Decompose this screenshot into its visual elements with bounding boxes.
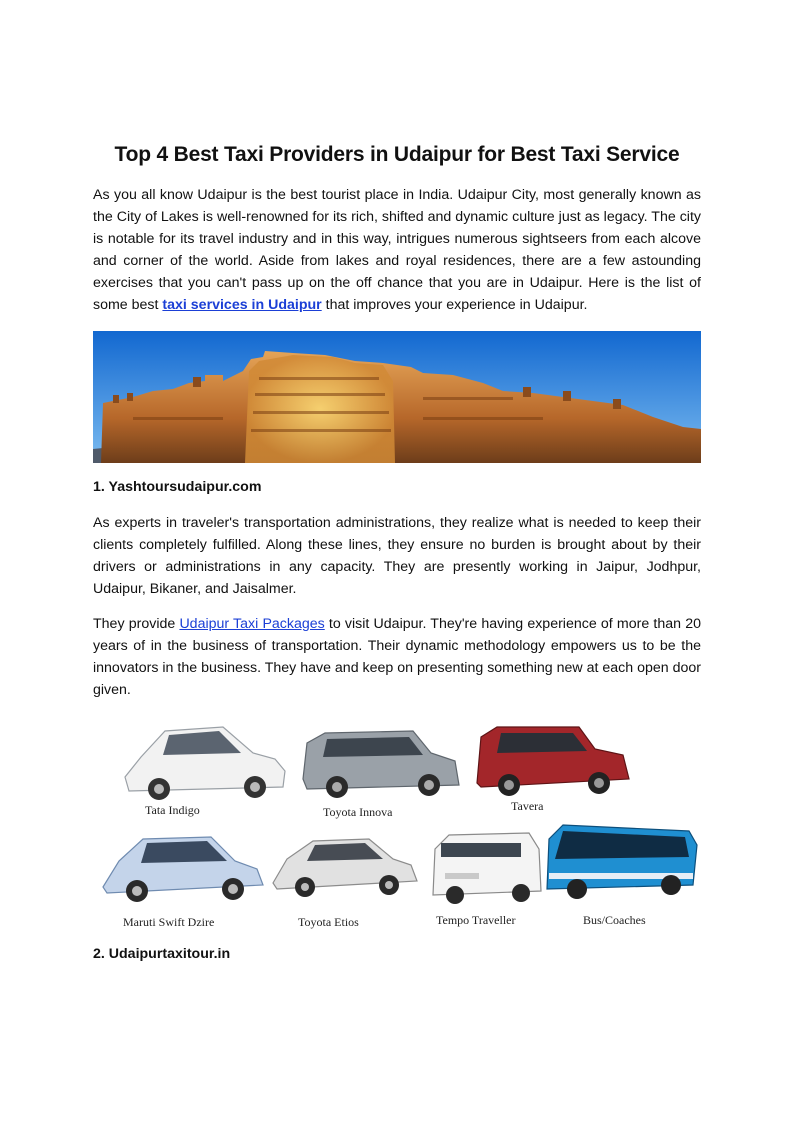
intro-paragraph bbox=[93, 184, 701, 316]
para2-text: They provide bbox=[93, 616, 180, 632]
label-toyota-etios: Toyota Etios bbox=[298, 915, 359, 929]
tavera-car bbox=[477, 727, 629, 796]
section1-paragraph-2 bbox=[93, 613, 701, 701]
tata-indigo-car bbox=[125, 727, 285, 800]
page-title: Top 4 Best Taxi Providers in Udaipur for Best Taxi Service bbox=[114, 143, 680, 166]
vehicle-fleet-image bbox=[93, 713, 701, 935]
label-tempo-traveller: Tempo Traveller bbox=[436, 913, 516, 927]
fort-banner-image bbox=[93, 331, 701, 463]
udaipur-taxi-packages-link[interactable]: Udaipur Taxi Packages bbox=[179, 616, 325, 632]
intro-text-end: that improves your experience in Udaipur. bbox=[321, 297, 588, 313]
swift-dzire-car bbox=[103, 837, 263, 902]
label-toyota-innova: Toyota Innova bbox=[323, 805, 393, 819]
intro-text: As you all know Udaipur is the best tourist place in India. Udaipur City, most generally known as the City of Lakes is well-renowned for its rich, shifted and dynamic culture just as legacy. The city is notable for its travel industry and in this way, intrigues numerous sightseers from each alcove and corner of the world. Aside from lakes and royal residences, there are a few astounding exercises that you can't pass up on the off chance that you are in Udaipur. Here is the list of some best bbox=[93, 187, 701, 313]
label-bus-coaches: Bus/Coaches bbox=[583, 913, 646, 927]
section1-paragraph-1: As experts in traveler's transportation administrations, they realize what is needed to keep their clients completely fulfilled. Along these lines, they ensure no burden is brought about by their drivers or administrations in any capacity. They are presently working in Jaipur, Jodhpur, Udaipur, Bikaner, and Jaisalmer. bbox=[93, 515, 701, 597]
para2-text-end: to visit Udaipur. They're having experience of more than 20 years of in the business of transportation. Their dynamic methodology empowers us to be the innovators in the business. They have and keep on presenting something new at each open door given. bbox=[93, 616, 701, 698]
taxi-services-link[interactable]: taxi services in Udaipur bbox=[162, 297, 322, 313]
toyota-etios-car bbox=[273, 839, 417, 897]
label-tata-indigo: Tata Indigo bbox=[145, 803, 200, 817]
tempo-traveller-van bbox=[433, 833, 541, 904]
section-heading-yashtoursudaipur: 1. Yashtoursudaipur.com bbox=[93, 479, 262, 495]
toyota-innova-car bbox=[303, 731, 459, 798]
bus-coaches-vehicle bbox=[547, 825, 697, 899]
section-heading-udaipurtaxitour: 2. Udaipurtaxitour.in bbox=[93, 946, 231, 962]
label-swift-dzire: Maruti Swift Dzire bbox=[123, 915, 215, 929]
label-tavera: Tavera bbox=[511, 799, 544, 813]
